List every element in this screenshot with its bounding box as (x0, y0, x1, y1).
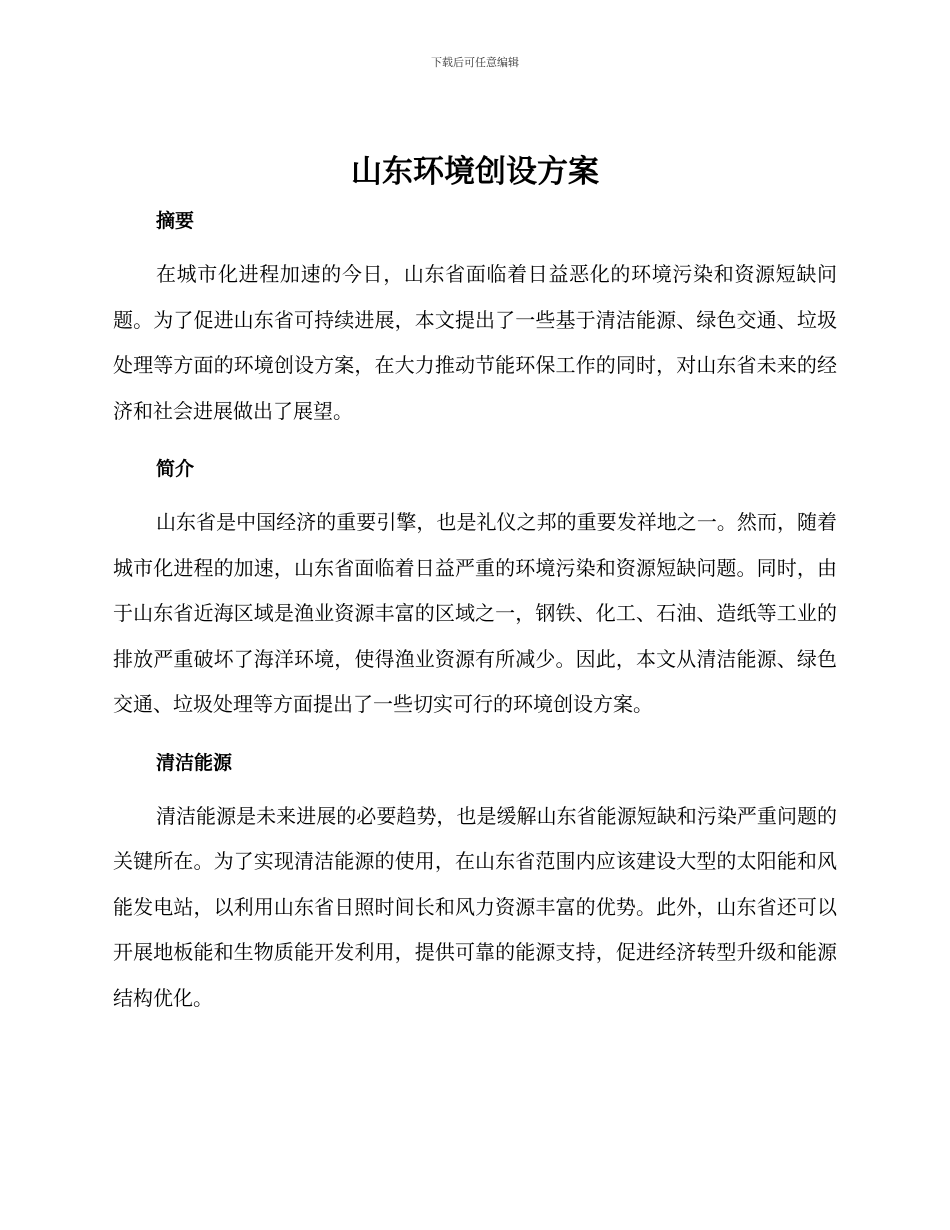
page-header-note: 下载后可任意编辑 (431, 56, 519, 69)
section-paragraph-abstract: 在城市化进程加速的今日，山东省面临着日益恶化的环境污染和资源短缺问题。为了促进山东省可持续进展，本文提出了一些基于清洁能源、绿色交通、垃圾处理等方面的环境创设方案，在大力推动节能环保工作的同时，对山东省未来的经济和社会进展做出了展望。 (113, 262, 837, 423)
section-heading-abstract: 摘要 (156, 210, 195, 232)
section-paragraph-clean-energy: 清洁能源是未来进展的必要趋势，也是缓解山东省能源短缺和污染严重问题的关键所在。为了实现清洁能源的使用，在山东省范围内应该建设大型的太阳能和风能发电站，以利用山东省日照时间长和风力资源丰富的优势。此外，山东省还可以开展地板能和生物质能开发利用，提供可靠的能源支持，促进经济转型升级和能源结构优化。 (113, 803, 837, 1010)
section-paragraph-introduction: 山东省是中国经济的重要引擎，也是礼仪之邦的重要发祥地之一。然而，随着城市化进程的加速，山东省面临着日益严重的环境污染和资源短缺问题。同时，由于山东省近海区域是渔业资源丰富的区域之一，钢铁、化工、石油、造纸等工业的排放严重破坏了海洋环境，使得渔业资源有所减少。因此，本文从清洁能源、绿色交通、垃圾处理等方面提出了一些切实可行的环境创设方案。 (113, 510, 837, 716)
document-body (113, 198, 837, 1021)
section-heading-clean-energy: 清洁能源 (156, 751, 233, 774)
document-title: 山东环境创设方案 (351, 154, 599, 190)
section-clean-energy (113, 740, 837, 1022)
section-introduction (113, 446, 837, 728)
section-heading-introduction: 简介 (156, 458, 195, 480)
section-abstract (113, 198, 837, 434)
